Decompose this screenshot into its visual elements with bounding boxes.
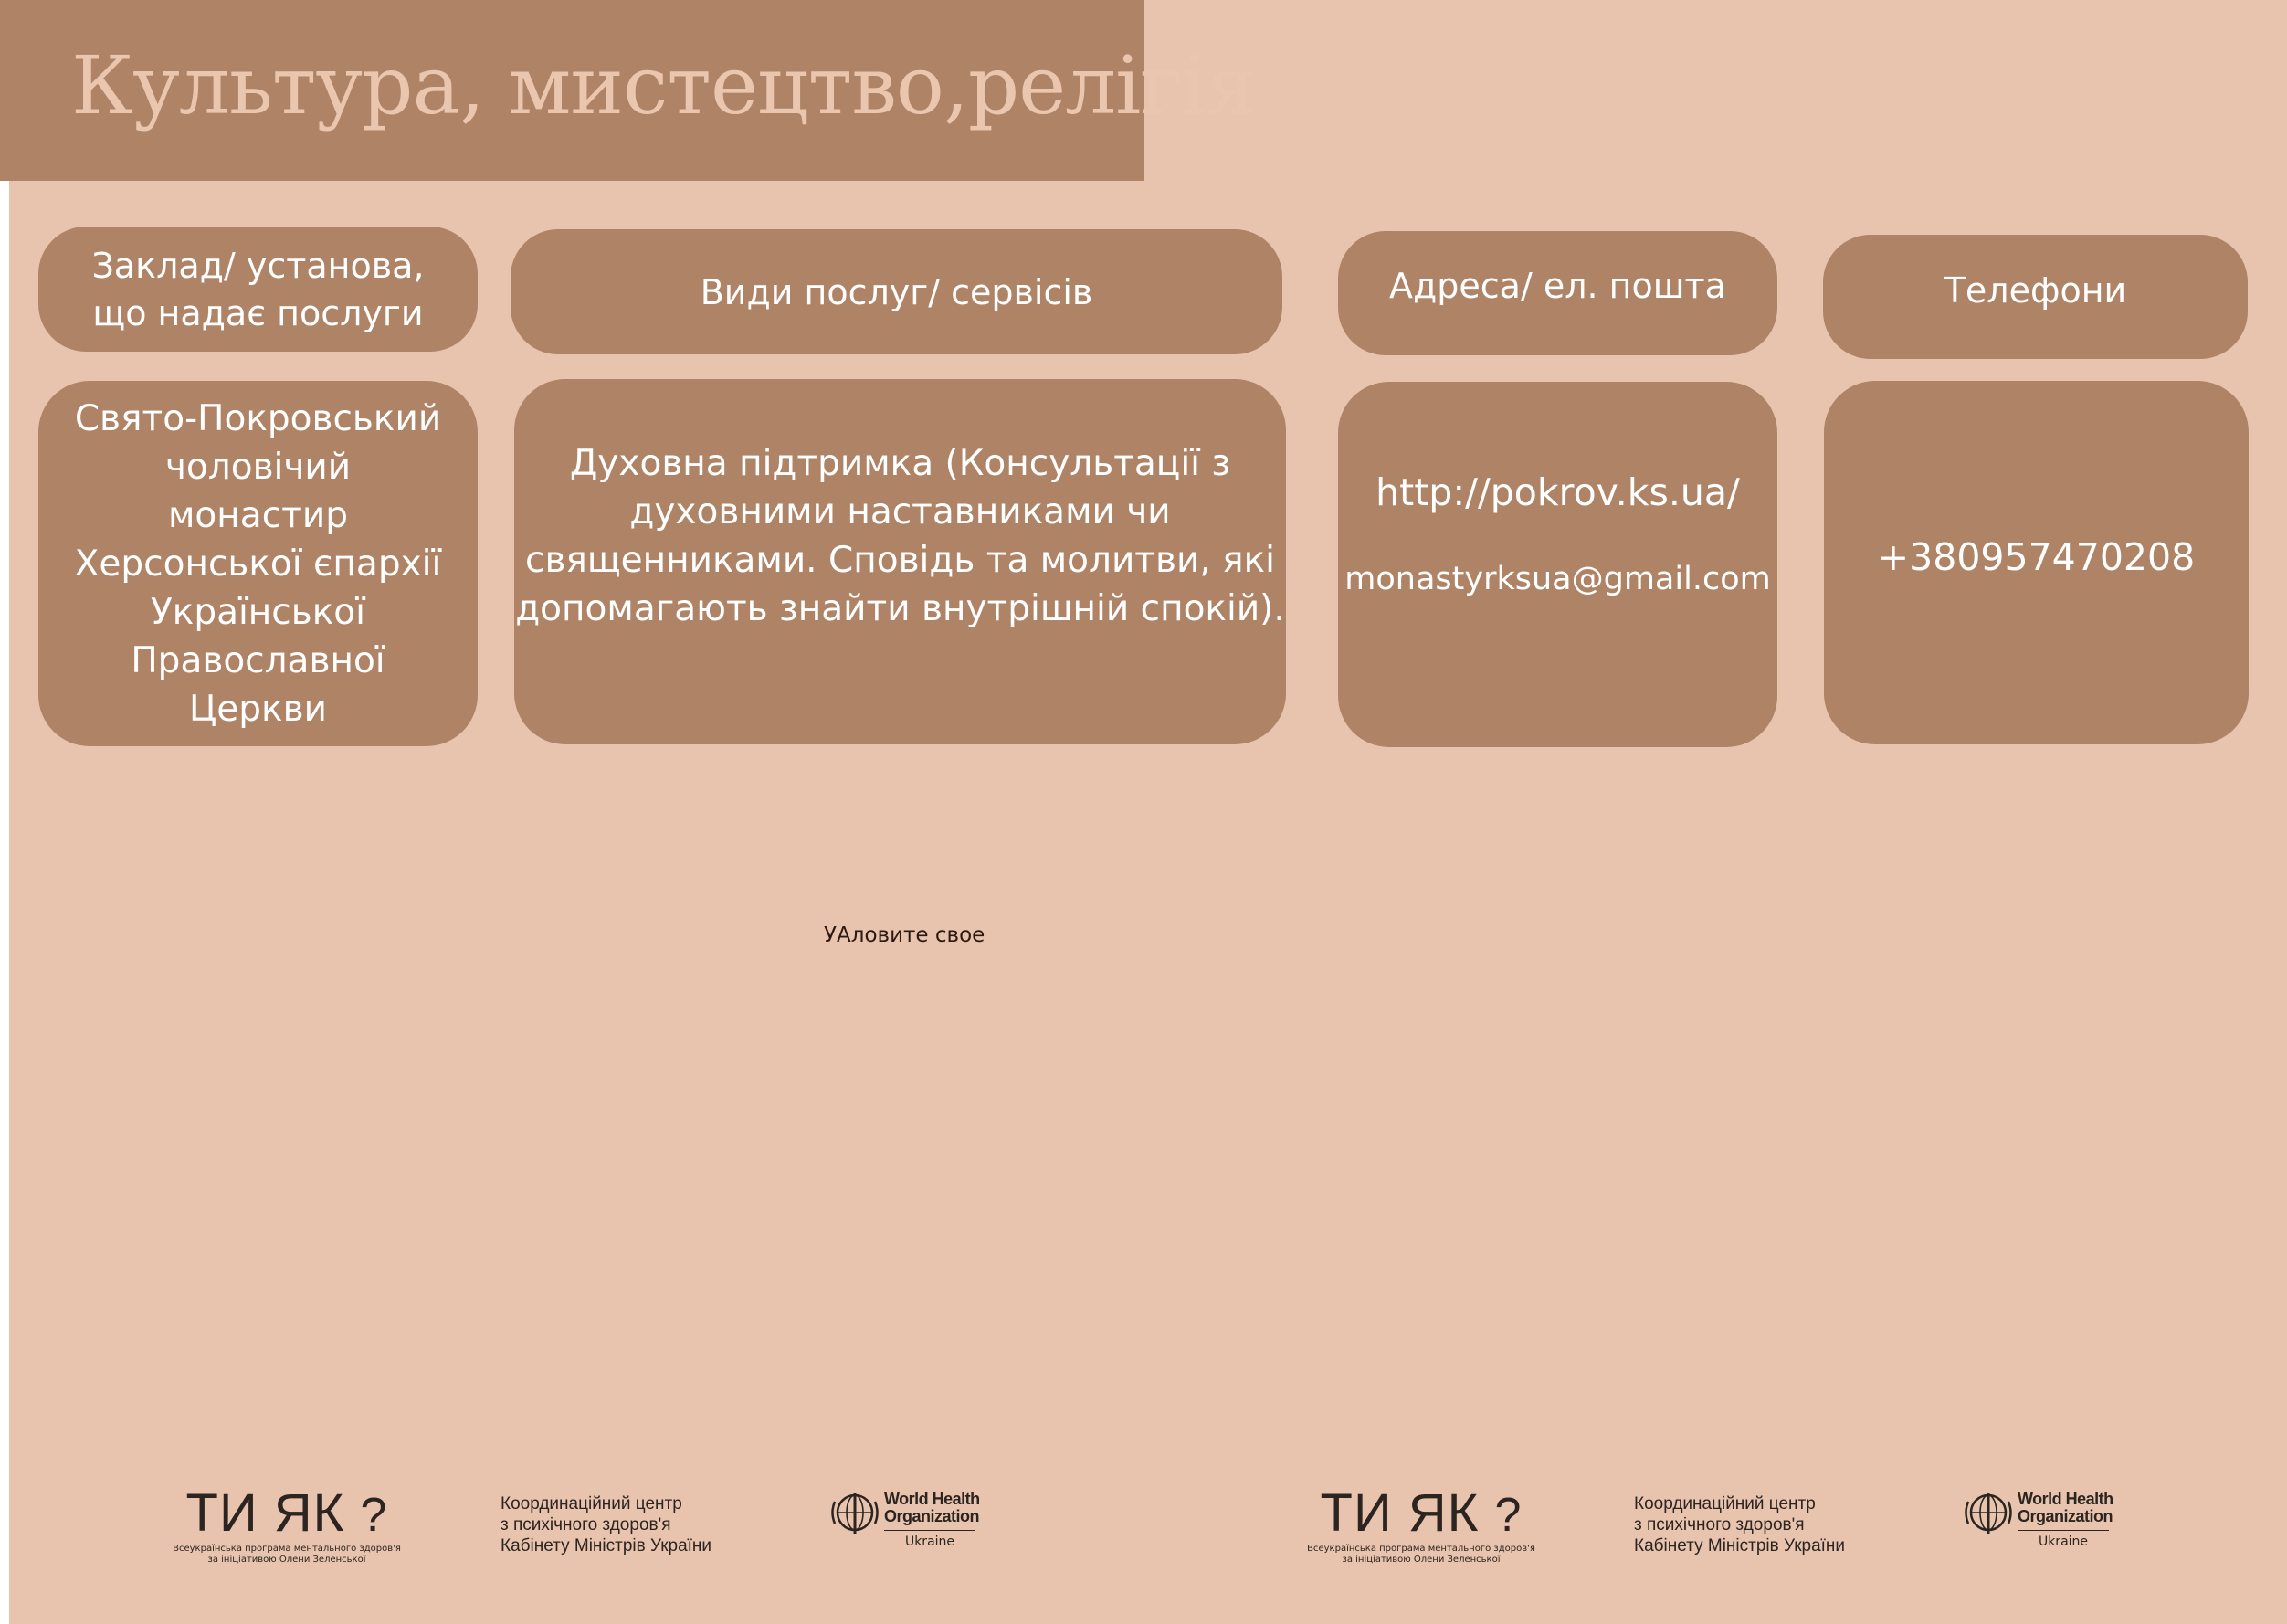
header-address: Адреса/ ел. пошта (1338, 231, 1777, 355)
coordination-center-text: Координаційний центр з психічного здоров'я Кабінету Міністрів України (501, 1494, 712, 1555)
institution-name: Свято-Покровський чоловічий монастир Херсонської єпархії Української Православної Церкви (74, 397, 442, 730)
who-emblem-icon (829, 1491, 880, 1536)
services-description: Духовна підтримка (Консультації з духовними наставниками чи священниками. Сповідь та молитви, які допомагають знайти внутрішній спокій). (515, 443, 1285, 629)
phone-number[interactable]: +380957470208 (1877, 535, 2196, 579)
cell-phones (1824, 381, 2249, 744)
ty-yak-question-mark: ? (360, 1489, 388, 1542)
title-banner (0, 0, 1257, 181)
ty-yak-subtitle: Всеукраїнська програма ментального здоров'я за ініціативою Олени Зеленської (173, 1544, 401, 1565)
who-country-2: Ukraine (2038, 1534, 2089, 1549)
ty-yak-question-mark-2: ? (1494, 1489, 1523, 1542)
cell-institution (38, 381, 478, 746)
cell-address (1338, 382, 1777, 747)
page-title: Культура, мистецтво,релігія (71, 38, 1257, 132)
page-edge (0, 0, 9, 1624)
header-services: Види послуг/ сервісів (511, 229, 1282, 354)
who-logo (829, 1491, 980, 1549)
stray-text: УАловите свое (824, 923, 985, 947)
ty-yak-logo (168, 1485, 406, 1566)
header-phones: Телефони (1823, 235, 2248, 359)
coordination-center-text-2: Координаційний центр з психічного здоров'я Кабінету Міністрів України (1634, 1494, 1846, 1555)
email-link[interactable]: monastyrksua@gmail.com (1344, 561, 1771, 597)
who-name: World Health Organization (884, 1490, 980, 1525)
ty-yak-subtitle-2: Всеукраїнська програма ментального здоров'я за ініціативою Олени Зеленської (1307, 1544, 1535, 1565)
ty-yak-mark-2: ТИ ЯК (1320, 1483, 1480, 1543)
website-link[interactable]: http://pokrov.ks.ua/ (1375, 470, 1740, 514)
who-country: Ukraine (904, 1534, 955, 1549)
who-logo-2 (1963, 1491, 2113, 1549)
header-institution: Заклад/ установа, що надає послуги (38, 227, 478, 352)
cell-services (514, 379, 1286, 744)
who-name-2: World Health Organization (2018, 1490, 2113, 1525)
who-emblem-icon-2 (1963, 1491, 2014, 1536)
ty-yak-logo-2 (1302, 1485, 1540, 1566)
ty-yak-mark: ТИ ЯК (185, 1483, 345, 1543)
